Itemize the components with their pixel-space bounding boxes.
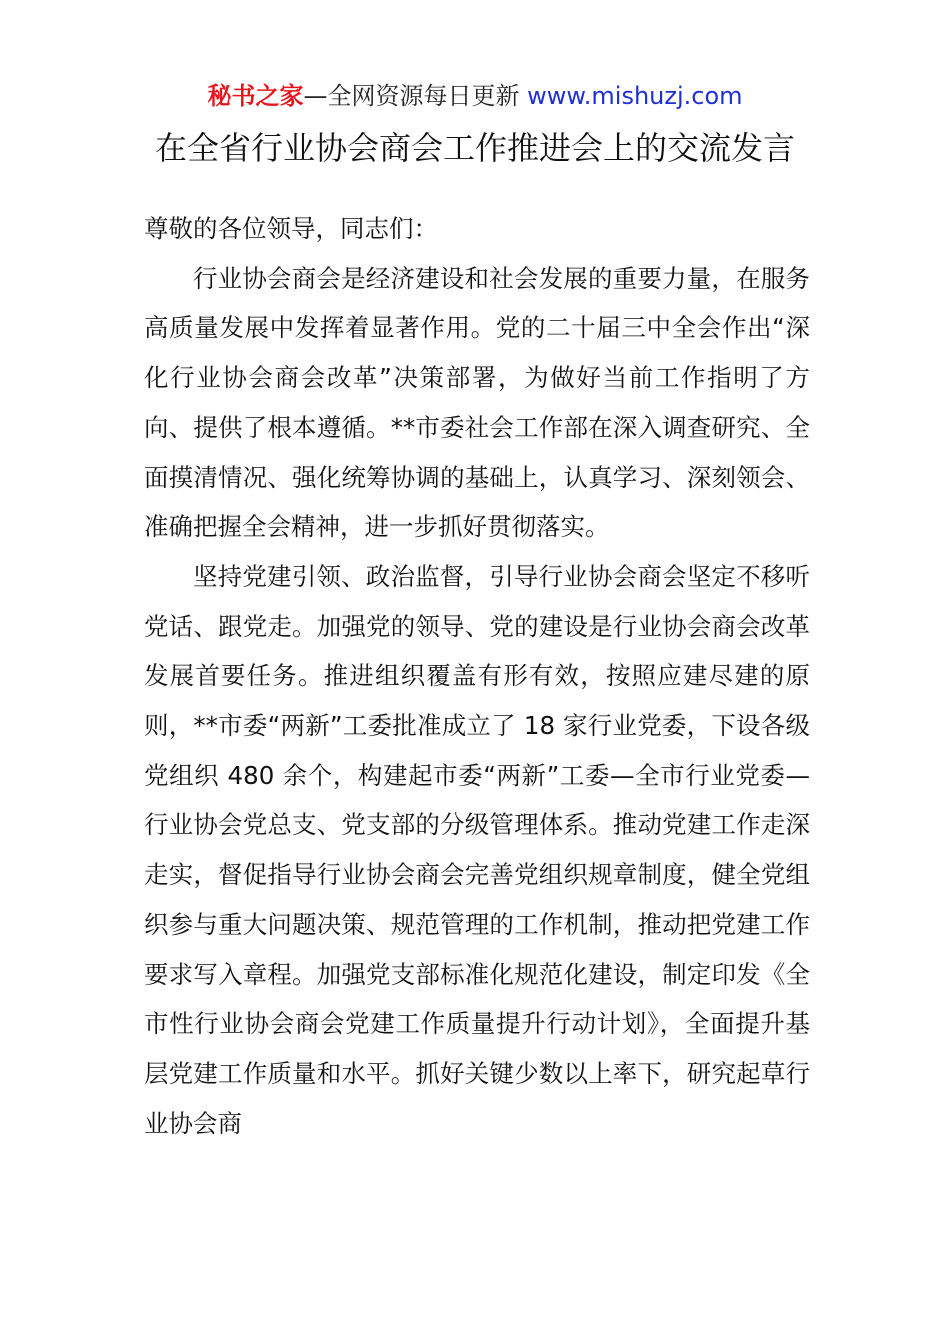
site-header: [0, 80, 950, 112]
site-brand: 秘书之家: [207, 82, 304, 110]
paragraph-1: 行业协会商会是经济建设和社会发展的重要力量，在服务高质量发展中发挥着显著作用。党的二十届三中全会作出“深化行业协会商会改革”决策部署，为做好当前工作指明了方向、提供了根本遵循。**市委社会工作部在深入调查研究、全面摸清情况、强化统筹协调的基础上，认真学习、深刻领会、准确把握全会精神，进一步抓好贯彻落实。: [144, 263, 810, 542]
document-body: [144, 204, 810, 1148]
site-tagline: —全网资源每日更新: [303, 82, 528, 110]
paragraph-2: 坚持党建引领、政治监督，引导行业协会商会坚定不移听党话、跟党走。加强党的领导、党的建设是行业协会商会改革发展首要任务。推进组织覆盖有形有效，按照应建尽建的原则，**市委“两新”工委批准成立了 18 家行业党委，下设各级党组织 480 余个，构建起市委“两新”工委—全市行业党委—行业协会党总支、党支部的分级管理体系。推动党建工作走深走实，督促指导行业协会商会完善党组织规章制度，健全党组织参与重大问题决策、规范管理的工作机制，推动把党建工作要求写入章程。加强党支部标准化规范化建设，制定印发《全市性行业协会商会党建工作质量提升行动计划》，全面提升基层党建工作质量和水平。抓好关键少数以上率下，研究起草行业协会商: [144, 561, 810, 1138]
salutation: 尊敬的各位领导，同志们：: [144, 214, 438, 243]
document-title: 在全省行业协会商会工作推进会上的交流发言: [154, 129, 795, 167]
site-url-link[interactable]: www.mishuzj.com: [527, 82, 743, 110]
